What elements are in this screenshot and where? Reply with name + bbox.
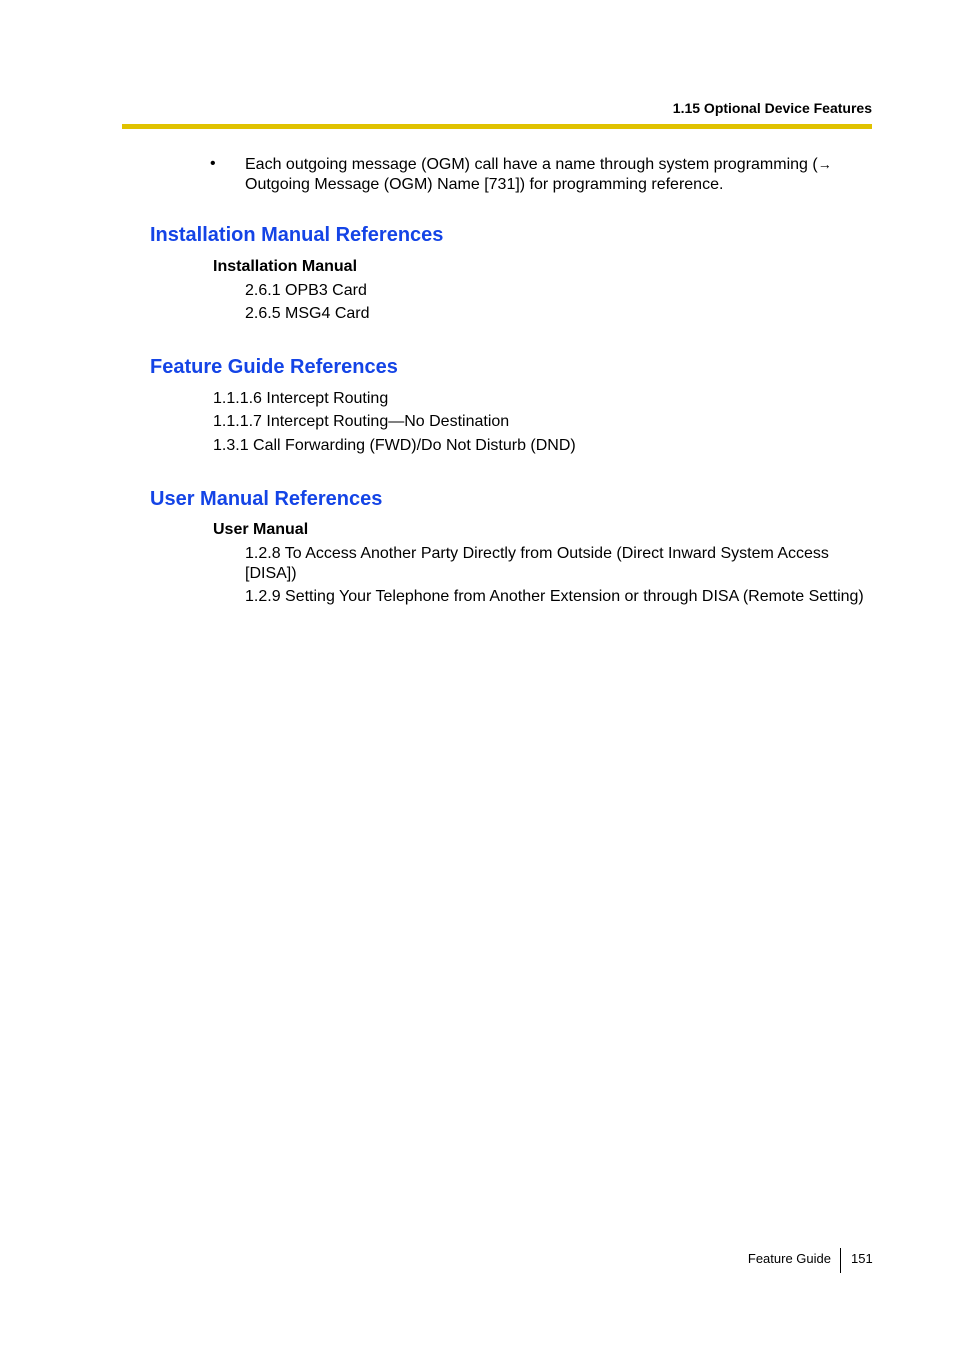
user-manual-ref-item: 1.2.8 To Access Another Party Directly from Outside (Direct Inward System Access <box>245 545 829 562</box>
feature-guide-ref-item: 1.3.1 Call Forwarding (FWD)/Do Not Disturb (DND) <box>213 437 576 454</box>
feature-guide-ref-item: 1.1.1.7 Intercept Routing—No Destination <box>213 413 510 430</box>
arrow-right-icon: → <box>817 156 832 172</box>
installation-ref-item: 2.6.1 OPB3 Card <box>245 282 367 299</box>
user-manual-heading: User Manual References <box>150 488 383 510</box>
feature-guide-ref-item: 1.1.1.6 Intercept Routing <box>213 390 389 407</box>
running-header: 1.15 Optional Device Features <box>672 100 872 116</box>
bullet-line-1: Each outgoing message (OGM) call have a name through system programming ( <box>245 156 818 173</box>
bullet-line-2: Outgoing Message (OGM) Name [731]) for programming reference. <box>245 176 724 193</box>
installation-manual-heading: Installation Manual References <box>150 224 444 246</box>
feature-guide-heading: Feature Guide References <box>150 356 398 378</box>
bullet-icon: • <box>210 155 216 172</box>
user-manual-ref-item: 1.2.9 Setting Your Telephone from Another Extension or through DISA (Remote Setting) <box>245 588 864 605</box>
page-number: 151 <box>851 1251 873 1266</box>
installation-ref-item: 2.6.5 MSG4 Card <box>245 305 370 322</box>
bullet-paragraph <box>210 154 850 195</box>
header-rule <box>122 124 872 129</box>
footer-label: Feature Guide <box>747 1251 831 1266</box>
user-manual-subheading: User Manual <box>213 521 309 538</box>
user-manual-ref-item-continued: [DISA]) <box>245 565 297 582</box>
installation-manual-subheading: Installation Manual <box>213 258 358 275</box>
footer-separator <box>840 1248 841 1273</box>
